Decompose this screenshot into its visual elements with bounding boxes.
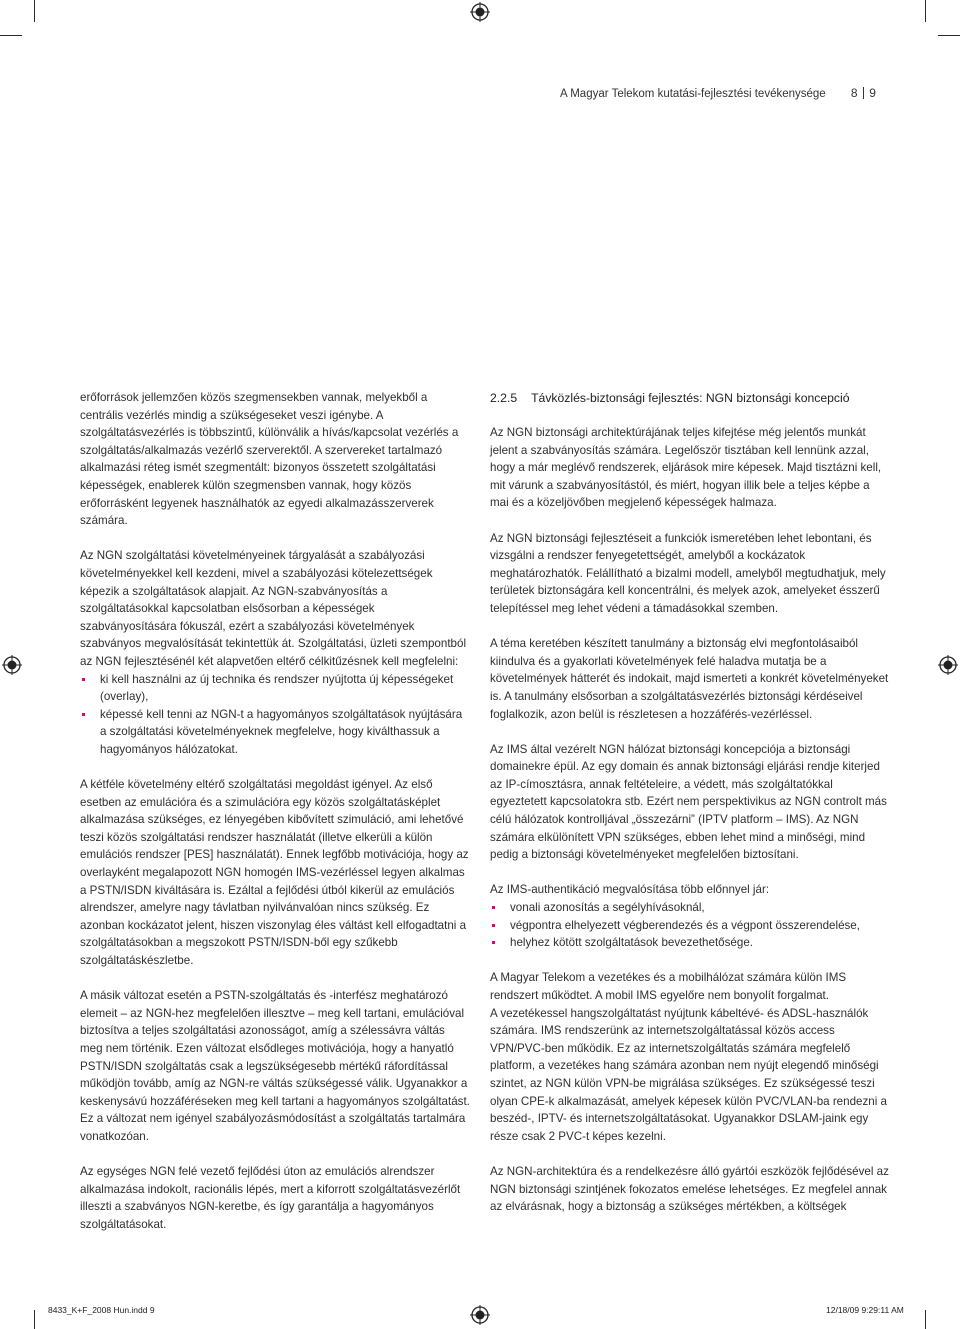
right-bullet-list: [490, 899, 890, 952]
running-title: A Magyar Telekom kutatási-fejlesztési tevékenysége: [560, 88, 826, 100]
left-paragraph-4: A másik változat esetén a PSTN-szolgáltatás és -interfész meghatározó elemeit – az NGN-hez megfelelően illesztve – meg kell tartani, emulációval biztosítva a teljes szolgáltatási azonosságot, amíg a szélessávra váltás meg nem történik. Ezen változat elsődleges motivációja, hogy a hanyatló PSTN/ISDN szolgáltatás csak a legszükségesebb mértékű ráfordítással működjön tovább, amíg az NGN-re váltás szükségessé válik. Ugyanakkor a keskenysávú hozzáféréseken meg kell tartani a hagyományos szolgáltatást. Ez a változat nem igényel szabályozásmódosítást a szolgáltatás tartalmára vonatkozóan.: [80, 989, 470, 1143]
registration-mark-left: [2, 655, 22, 675]
left-bullet-list: [80, 671, 470, 759]
right-paragraph-3: A téma keretében készített tanulmány a biztonság elvi megfontolásaiból kiindulva és a gyakorlati követelmények felé haladva mutatja be a követelmények hátterét és indokait, majd ismerteti a konkrét követelményeket is. A tanulmány elsősorban a szolgáltatásvezérlés biztonsági kérdéseivel foglalkozik, azon belül is részletesen a hozzáférés-vezérléssel.: [490, 637, 889, 721]
right-paragraph-2: Az NGN biztonsági fejlesztéseit a funkciók ismeretében lehet lebontani, és vizsgálni a rendszer fenyegetettségét, amelyből a kockázatok meghatározhatók. Felállítható a bizalmi modell, amelyből megtudhatjuk, mely területek biztonságára kell koncentrálni, és melyek azok, amelyeket ésszerű telepítéssel meg lehet védeni a támadásokkal szemben.: [490, 531, 886, 615]
left-paragraph-2: Az NGN szolgáltatási követelményeinek tárgyalását a szabályozási követelményekkel kell kezdeni, mivel a szabályozási kötelezettségek képezik a szolgáltatások alapjait. Az NGN-szabványosítás a szolgáltatásokkal kapcsolatban elsősorban a képességek szabványosítására fókuszál, ezért a szabályozási követelmények szabványos megvalósítását tekintettük át. Szolgáltatási, üzleti szempontból az NGN fejlesztésénél két alapvetően eltérő célkitűzésnek kell megfelelni:: [80, 549, 467, 668]
bullet-square-icon: [82, 713, 85, 716]
crop-mark-bottom-right: [925, 1310, 926, 1329]
page-number-divider: [863, 87, 864, 99]
print-slug-timestamp: 12/18/09 9:29:11 AM: [826, 1305, 904, 1315]
left-column: [80, 389, 470, 1251]
bullet-square-icon: [492, 924, 495, 927]
list-item: [490, 899, 890, 917]
right-paragraph-5-intro: Az IMS-authentikáció megvalósítása több előnnyel jár:: [490, 883, 770, 897]
crop-mark-top-right: [925, 0, 926, 22]
registration-mark-top: [470, 2, 490, 22]
right-paragraph-4: Az IMS által vezérelt NGN hálózat biztonsági koncepciója a biztonsági domainekre épül. Az egy domain és annak biztonsági eljárási rendje kiterjed az IP-címosztásra, annak feltételeire, a védett, más szolgáltatókkal egyeztetett kapcsolatokra stb. Ezért nem perspektivikus az NGN controlt más célú hálózatok kontrolljával „összezárni” (IPTV platform – IMS). Az NGN számára elkülönített VPN szükséges, ebben lehet mind a minőségi, mind pedig a biztonsági követelményeket megfelelően biztosítani.: [490, 742, 887, 862]
print-slug-file: 8433_K+F_2008 Hun.indd 9: [48, 1305, 155, 1315]
list-item-text: ki kell használni az új technika és rendszer nyújtotta új képességeket (overlay),: [100, 672, 454, 704]
bullet-square-icon: [492, 906, 495, 909]
registration-mark-right: [938, 655, 958, 675]
registration-mark-bottom: [470, 1305, 490, 1325]
list-item: [490, 917, 890, 935]
right-paragraph-6b: A vezetékessel hangszolgáltatást nyújtunk kábeltévé- és ADSL-használók számára. IMS rendszerünk az internetszolgáltatással közös access VPN/PVC-ben működik. Ez az internetszolgáltatás számára megfelelő platform, a vezetékes hang számára azonban nem nyújt elegendő minőségi szintet, az NGN külön VPN-be migrálása szükséges. Ez szükségessé teszi olyan CPE-k alkalmazását, amelyek képesek külön PVC/VLAN-ba rendezni a beszéd-, IPTV- és internetszolgáltatásokat. Ugyanakkor DSLAM-jaink egy része csak 2 PVC-t képes kezelni.: [490, 1006, 887, 1143]
right-paragraph-7: Az NGN-architektúra és a rendelkezésre álló gyártói eszközök fejlődésével az NGN biztonsági szintjének fokozatos emelése lehetséges. Ez megfelel annak az elvárásnak, hogy a biztonság a szükséges mértékben, a költségek: [490, 1164, 889, 1214]
crop-mark-top-left: [34, 0, 35, 22]
right-paragraph-6a: A Magyar Telekom a vezetékes és a mobilhálózat számára külön IMS rendszert működtet. A mobil IMS egyelőre nem bonyolít forgalmat.: [490, 971, 847, 1002]
left-paragraph-3: A kétféle követelmény eltérő szolgáltatási megoldást igényel. Az első esetben az emulációra és a szimulációra egy közös szolgáltatásképlet alkalmazása szükséges, ez lényegében kibővített szimuláció, ami lehetővé teszi közös szolgáltatási rendszer használatát (illetve elkerüli a külön emulációs rendszer [PES] használatát). Ennek legfőbb motivációja, hogy az overlayként megalapozott NGN homogén IMS-vezérléssel legyen alkalmas a PSTN/ISDN kiváltására is. Ezáltal a fejlődési útból kikerül az emulációs alrendszer, amelyre nagy távlatban nyilvánvalóan nincs szükség. Ez azonban kockázatot jelent, hiszen viszonylag éles váltást kell elfogadtatni a szolgáltatásokban a megszokott PSTN/ISDN-ből egy szűkebb szolgáltatáskészletbe.: [80, 778, 469, 967]
left-paragraph-1: erőforrások jellemzően közös szegmensekben vannak, melyekből a centrális vezérlés mindig a szükségeseket veszi igénybe. A szolgáltatásvezérlés is többszintű, különválik a hívás/kapcsolat vezérlés a szolgáltatás/alkalmazás vezérlő szerverektől. A szervereket tartalmazó alkalmazási réteg ismét szegmentált: bizonyos összetett szolgáltatási képességek, enablerek külön szegmensben vannak, hogy közös erőforrásként legyenek használhatók az egyedi alkalmazásszerverek számára.: [80, 391, 459, 528]
crop-mark-left-top: [0, 35, 22, 36]
right-column: [490, 389, 890, 1233]
crop-mark-bottom-left: [34, 1310, 35, 1329]
bullet-square-icon: [492, 941, 495, 944]
page-number: [851, 86, 876, 100]
list-item: [490, 934, 890, 952]
right-paragraph-1: Az NGN biztonsági architektúrájának teljes kifejtése még jelentős munkát jelent a szabványosítás számára. Legelőször tisztában kell lennünk azzal, hogy a már meglévő rendszerek, eljárások mire képesek. Majd tisztázni kell, mit várunk a szabványosítástól, és miért, hogyan illik bele a teljes képbe a mai és a közeljövőben megjelenő képességek halmaza.: [490, 426, 882, 510]
crop-mark-right-top: [938, 35, 960, 36]
page-number-left: 8: [850, 86, 858, 100]
list-item-text: vonali azonosítás a segélyhívásoknál,: [510, 901, 705, 915]
section-heading: [490, 389, 890, 407]
list-item: [80, 671, 470, 706]
list-item-text: végpontra elhelyezett végberendezés és a végpont összerendelése,: [510, 918, 860, 932]
section-title: Távközlés-biztonsági fejlesztés: NGN biztonsági koncepció: [531, 391, 850, 405]
running-header: [560, 86, 876, 100]
list-item-text: helyhez kötött szolgáltatások bevezethetősége.: [510, 936, 753, 950]
bullet-square-icon: [82, 678, 85, 681]
page-number-right: 9: [869, 86, 876, 100]
list-item-text: képessé kell tenni az NGN-t a hagyományos szolgáltatások nyújtására a szolgáltatási követelményeknek megfelelve, hogy kiválthassuk a hagyományos hálózatokat.: [100, 707, 463, 756]
section-number: 2.2.5: [490, 391, 518, 405]
left-paragraph-5: Az egységes NGN felé vezető fejlődési úton az emulációs alrendszer alkalmazása indokolt, racionális lépés, mert a kiforrott szolgáltatásvezérlőt illeszti a szabványos NGN-keretbe, és így garantálja a hagyományos szolgáltatásokat.: [80, 1165, 461, 1231]
list-item: [80, 706, 470, 759]
